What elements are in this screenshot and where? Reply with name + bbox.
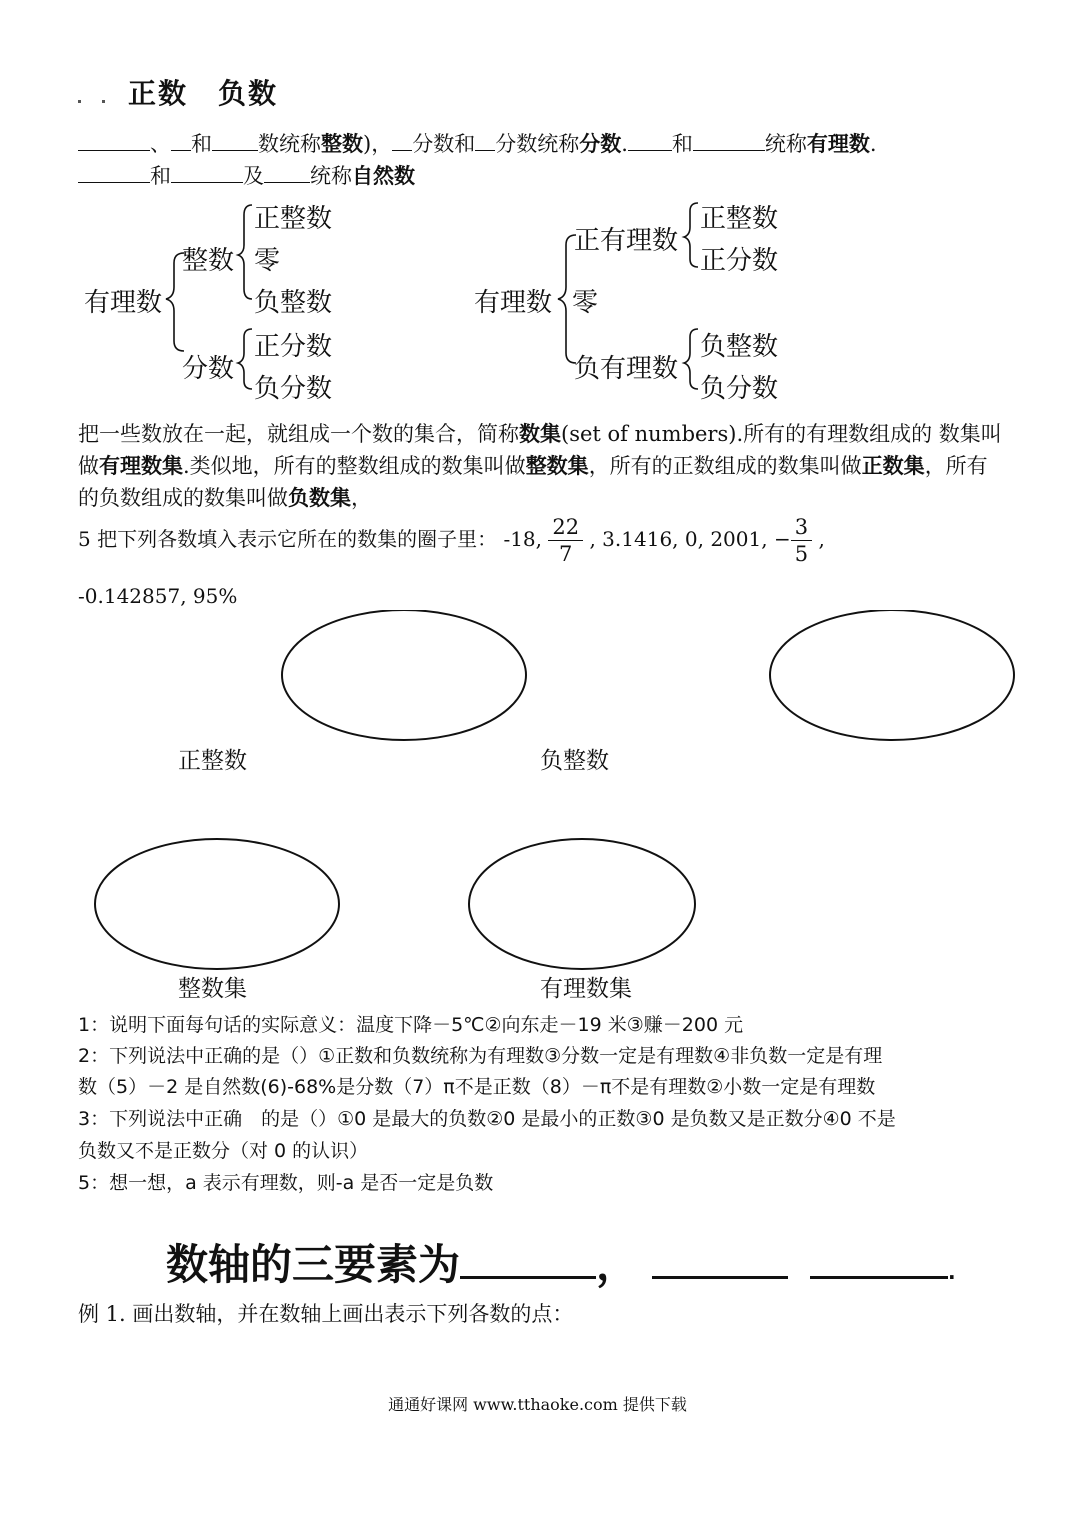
blank[interactable] [475, 132, 495, 151]
bullet-dot [78, 100, 81, 103]
question-line: 数（5）－2 是自然数(6)-68%是分数（7）π不是正数（8）－π不是有理数②小数一定是有理数 [78, 1076, 876, 1098]
text: 分数和 [412, 132, 476, 156]
text: .类似地，所有的整数组成的数集叫做 [183, 454, 526, 478]
tree2-middle: 零 [572, 288, 599, 318]
tree1-item: 正分数 [254, 332, 333, 362]
term: 分数 [579, 131, 622, 156]
blank[interactable] [264, 164, 310, 183]
term: 负数集 [288, 485, 351, 510]
text: 和 [671, 132, 693, 156]
tree1-root: 有理数 [84, 288, 163, 318]
fraction [548, 514, 583, 567]
text: ， [596, 1240, 639, 1289]
exercise-line-2: -0.142857, 95% [78, 584, 238, 608]
fill-line-1 [78, 128, 877, 158]
blank[interactable] [810, 1242, 948, 1279]
fill-line-2 [78, 160, 415, 190]
text: 统称 [764, 132, 807, 156]
term: 正数集 [861, 453, 925, 478]
bullet-dot [102, 100, 105, 103]
question-line: 负数又不是正数分（对 0 的认识） [78, 1140, 369, 1162]
text: 和 [191, 132, 212, 156]
number-axis-heading [166, 1232, 956, 1292]
example-line: 例 1. 画出数轴，并在数轴上画出表示下列各数的点： [78, 1302, 574, 1326]
fraction [791, 514, 812, 567]
tree2-item: 正整数 [700, 204, 779, 234]
set-label: 正整数 [178, 748, 247, 774]
page-title: 正数 负数 [128, 77, 279, 110]
blank[interactable] [652, 1242, 788, 1279]
tree2-item: 负整数 [700, 332, 779, 362]
footer: 通通好课网 www.tthaoke.com 提供下载 [388, 1395, 687, 1414]
question-line: 2：下列说法中正确的是（）①正数和负数统称为有理数③分数一定是有理数④非负数一定是有理 [78, 1045, 883, 1067]
question-line: 1：说明下面每句话的实际意义：温度下降－5℃②向东走－19 米③赚－200 元 [78, 1014, 744, 1036]
text: , [818, 527, 825, 551]
term: 整数集 [525, 453, 589, 478]
tree2-root: 有理数 [474, 288, 553, 318]
text: 和 [150, 164, 171, 188]
set-label: 有理数集 [540, 976, 632, 1002]
text: . [621, 132, 628, 156]
text: 、 [150, 132, 171, 156]
text: − [773, 527, 791, 551]
text: 数统称 [258, 132, 321, 156]
blank[interactable] [78, 164, 150, 183]
tree2-branch-negative: 负有理数 [574, 354, 679, 384]
tree2-item: 负分数 [700, 374, 779, 404]
text: ， [351, 486, 372, 510]
question-line: 5：想一想，a 表示有理数，则-a 是否一定是负数 [78, 1172, 494, 1194]
set-ellipse[interactable] [469, 839, 695, 969]
text: 5 把下列各数填入表示它所在的数集的圈子里： -18, [78, 527, 543, 551]
numerator: 3 [791, 514, 812, 541]
tree1-item: 负整数 [254, 288, 333, 318]
blank[interactable] [693, 132, 765, 151]
blank[interactable] [171, 164, 243, 183]
text: ，所有的负数组成的数集叫做 [78, 454, 988, 510]
term: 自然数 [352, 163, 415, 188]
blank[interactable] [78, 132, 150, 151]
term: 有理数集 [99, 453, 183, 478]
exercise-line [78, 514, 825, 567]
set-ellipse[interactable] [282, 610, 526, 740]
text: (set of numbers).所有的有理数组成的 数集叫做 [78, 422, 1002, 478]
tree1-branch-integer: 整数 [182, 246, 235, 276]
definition-paragraph [78, 418, 1008, 514]
term: 数集 [519, 421, 561, 446]
set-ellipse[interactable] [95, 839, 339, 969]
text: 把一些数放在一起，就组成一个数的集合，简称 [78, 422, 519, 446]
blank[interactable] [171, 132, 191, 151]
blank[interactable] [212, 132, 258, 151]
text: 统称 [310, 164, 352, 188]
denominator: 5 [794, 542, 809, 566]
blank[interactable] [392, 132, 412, 151]
tree2-item: 正分数 [700, 246, 779, 276]
tree2-branch-positive: 正有理数 [574, 226, 679, 256]
term: 有理数 [806, 131, 870, 156]
tree1-item: 负分数 [254, 374, 333, 404]
blank[interactable] [628, 132, 672, 151]
question-line: 3：下列说法中正确 的是（）①0 是最大的负数②0 是最小的正数③0 是负数又是正数分④0 不是 [78, 1108, 896, 1130]
text: 及 [243, 164, 264, 188]
blank[interactable] [460, 1242, 596, 1279]
tree1-branch-fraction: 分数 [182, 354, 235, 384]
set-circles [0, 610, 1075, 990]
text: . [948, 1260, 956, 1284]
text: , 3.1416, 0, 2001, [589, 527, 768, 551]
term: 整数 [321, 131, 363, 156]
tree1-item: 正整数 [254, 204, 333, 234]
text: 分数统称 [495, 132, 580, 156]
text: ，所有的正数组成的数集叫做 [588, 454, 862, 478]
tree1-item: 零 [254, 246, 281, 276]
denominator: 7 [559, 542, 573, 566]
set-ellipse[interactable] [770, 610, 1014, 740]
text: . [869, 132, 877, 156]
numerator: 22 [548, 514, 583, 541]
text: )， [363, 132, 393, 156]
set-label: 负整数 [540, 748, 609, 774]
heading-text: 数轴的三要素为 [166, 1240, 461, 1289]
set-label: 整数集 [178, 976, 247, 1002]
